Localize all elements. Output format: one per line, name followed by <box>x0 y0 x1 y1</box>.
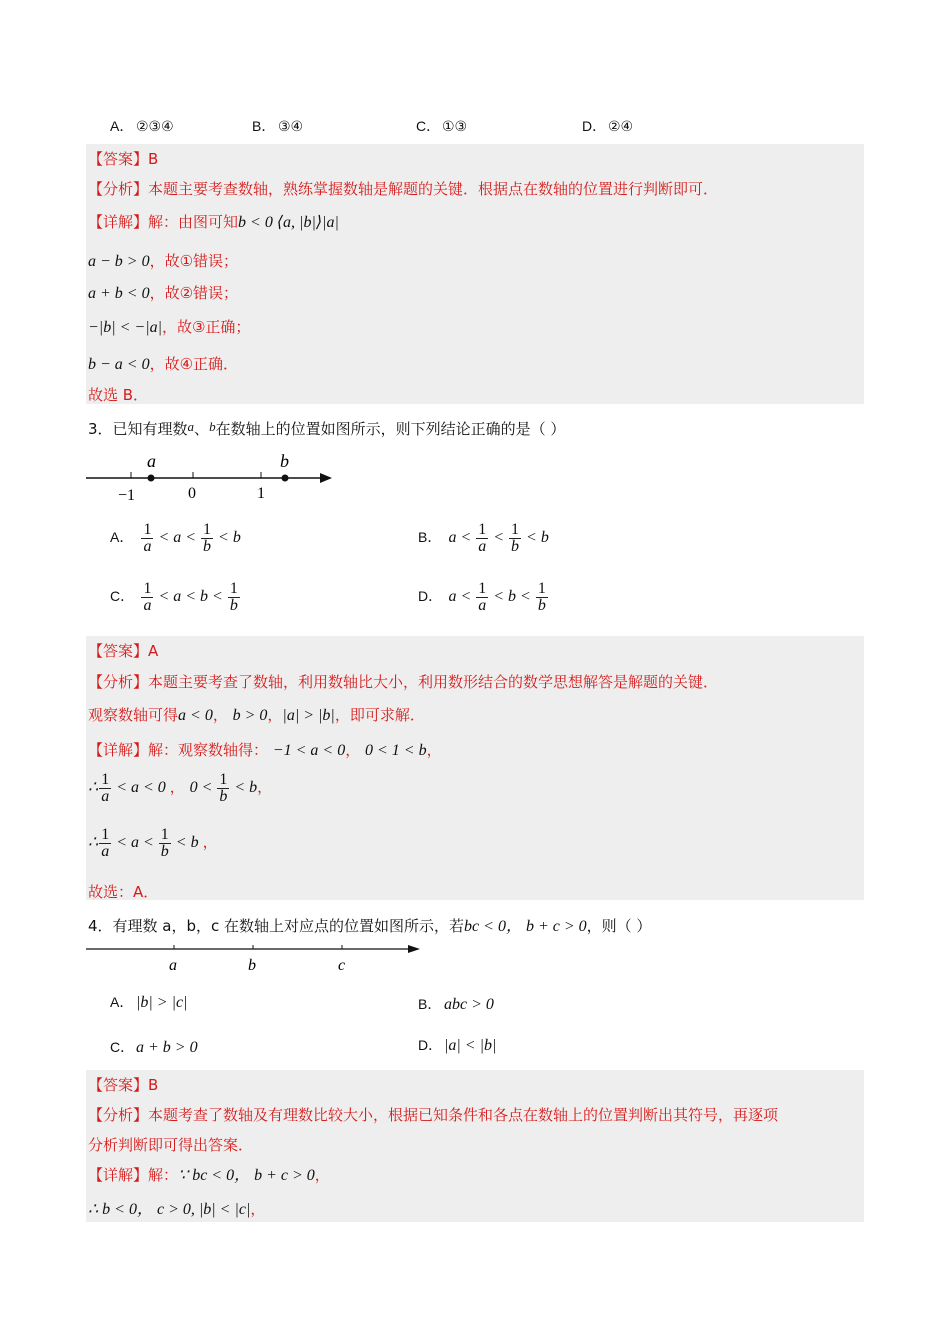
q3-axis-arrow <box>320 473 332 483</box>
q3-label-0: 0 <box>188 485 196 502</box>
q4-stem: 4．有理数 a，b，c 在数轴上对应点的位置如图所示，若bc < 0， b + c > 0，则（ ） <box>88 917 652 935</box>
q4-answer: 【答案】B <box>88 1076 159 1094</box>
q4-option-a: A． |b| > |c| <box>110 994 188 1011</box>
q3-detail: 【详解】解：观察数轴得： −1 < a < 0， 0 < 1 < b， <box>88 741 442 759</box>
q4-option-b: B． abc > 0 <box>418 996 494 1013</box>
q2-option-b: B． ③④ <box>252 118 304 135</box>
q3-point-b <box>282 475 289 482</box>
q4-label-a: a <box>169 957 177 974</box>
q3-conclusion: 故选：A． <box>88 883 159 901</box>
q2-line-2: a + b < 0，故②错误； <box>88 284 239 302</box>
q2-option-c: C． ①③ <box>416 118 468 135</box>
q3-step-1: ∴ $\frac{1}{a}$ < a < 0 ， 0 < $\frac{1}{b}$ < b， <box>88 771 273 805</box>
q3-answer: 【答案】A <box>88 642 159 660</box>
q3-number-line <box>86 448 336 508</box>
q3-observe: 观察数轴可得a < 0， b > 0，|a| > |b|，即可求解． <box>88 706 425 724</box>
q2-analysis: 【分析】本题主要考查数轴，熟练掌握数轴是解题的关键．根据点在数轴的位置进行判断即可． <box>88 180 719 198</box>
q4-label-b: b <box>248 957 256 974</box>
q3-option-b: B． a < $\frac{1}{a}$ < $\frac{1}{b}$ < b <box>418 521 549 555</box>
q2-conclusion: 故选 B． <box>88 386 149 404</box>
q3-option-a: A． $\frac{1}{a}$ < a < $\frac{1}{b}$ < b <box>110 521 241 555</box>
q2-option-a: A． ②③④ <box>110 118 174 135</box>
q3-label-b: b <box>280 451 289 471</box>
q2-detail: 【详解】解：由图可知b < 0 ⟨a, |b|⟩|a| <box>88 213 339 231</box>
q3-label-a: a <box>147 451 156 471</box>
q4-detail: 【详解】解：∵ bc < 0， b + c > 0， <box>88 1166 330 1184</box>
q4-option-c: C． a + b > 0 <box>110 1039 198 1056</box>
q3-step-2: ∴ $\frac{1}{a}$ < a < $\frac{1}{b}$ < b ， <box>88 826 218 860</box>
q2-line-4: b − a < 0，故④正确． <box>88 355 239 373</box>
q3-label-m1: −1 <box>118 487 136 504</box>
q3-option-d: D． a < $\frac{1}{a}$ < b < $\frac{1}{b}$ <box>418 580 546 614</box>
q4-analysis-1: 【分析】本题考查了数轴及有理数比较大小，根据已知条件和各点在数轴上的位置判断出其符号，再逐项 <box>88 1106 779 1124</box>
q3-option-c: C． $\frac{1}{a}$ < a < b < $\frac{1}{b}$ <box>110 580 238 614</box>
q4-analysis-2: 分析判断即可得出答案． <box>88 1136 254 1154</box>
q2-line-1: a − b > 0，故①错误； <box>88 252 239 270</box>
q4-number-line <box>86 940 426 976</box>
q4-step-1: ∴ b < 0， c > 0, |b| < |c|， <box>88 1200 266 1218</box>
q2-answer: 【答案】B <box>88 150 159 168</box>
q4-option-d: D． |a| < |b| <box>418 1037 497 1054</box>
q4-axis-arrow <box>408 945 420 953</box>
q2-line-3: −|b| < −|a|，故③正确； <box>88 318 251 336</box>
q3-stem: 3．已知有理数a、b在数轴上的位置如图所示，则下列结论正确的是（ ） <box>88 419 566 438</box>
q2-option-d: D． ②④ <box>582 118 634 135</box>
q3-point-a <box>148 475 155 482</box>
q3-analysis: 【分析】本题主要考查了数轴，利用数轴比大小，利用数形结合的数学思想解答是解题的关键． <box>88 673 719 691</box>
q3-label-1: 1 <box>257 485 265 502</box>
q4-label-c: c <box>338 957 346 974</box>
